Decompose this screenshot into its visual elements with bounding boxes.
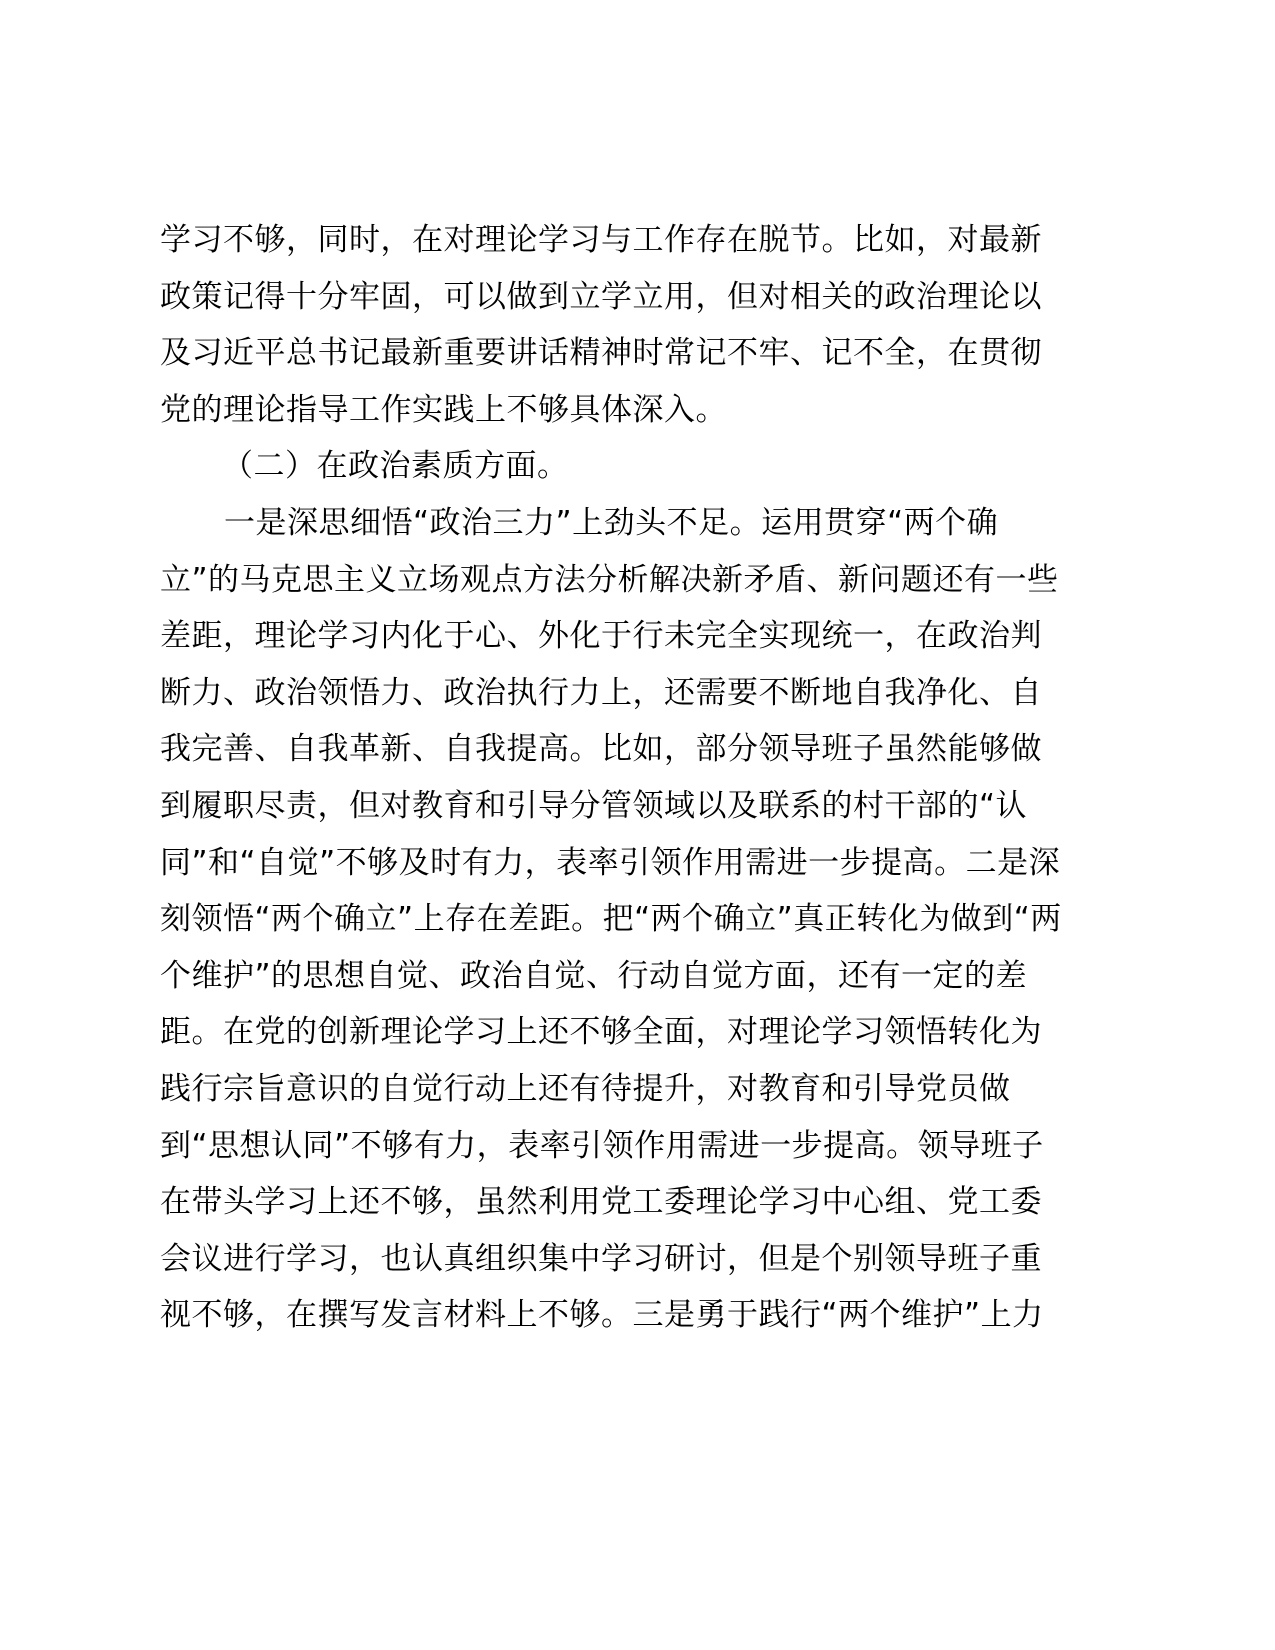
text-line: 我完善、自我革新、自我提高。比如，部分领导班子虽然能够做 <box>160 731 1042 768</box>
text-line: 学习不够，同时，在对理论学习与工作存在脱节。比如，对最新 <box>160 222 1042 258</box>
text-line: 立”的马克思主义立场观点方法分析解决新矛盾、新问题还有一些 <box>160 561 1059 598</box>
text-line: 政策记得十分牢固，可以做到立学立用，但对相关的政治理论以 <box>160 278 1042 315</box>
text-line: 断力、政治领悟力、政治执行力上，还需要不断地自我净化、自 <box>160 674 1042 711</box>
text-line: 会议进行学习，也认真组织集中学习研讨，但是个别领导班子重 <box>160 1240 1042 1277</box>
text-line: 个维护”的思想自觉、政治自觉、行动自觉方面，还有一定的差 <box>160 957 1028 994</box>
text-line: 党的理论指导工作实践上不够具体深入。 <box>160 391 727 428</box>
section-heading: （二）在政治素质方面。 <box>222 448 569 485</box>
text-line: 到履职尽责，但对教育和引导分管领域以及联系的村干部的“认 <box>160 787 1028 824</box>
text-line: 同”和“自觉”不够及时有力，表率引领作用需进一步提高。二是深 <box>160 844 1061 881</box>
text-line: 一是深思细悟“政治三力”上劲头不足。运用贯穿“两个确 <box>224 504 999 541</box>
text-line: 在带头学习上还不够，虽然利用党工委理论学习中心组、党工委 <box>160 1184 1042 1221</box>
document-body <box>160 212 1110 1344</box>
text-line: 践行宗旨意识的自觉行动上还有待提升，对教育和引导党员做 <box>160 1070 1011 1107</box>
text-line: 刻领悟“两个确立”上存在差距。把“两个确立”真正转化为做到“两 <box>160 901 1062 938</box>
text-line: 差距，理论学习内化于心、外化于行未完全实现统一，在政治判 <box>160 618 1042 655</box>
text-line: 视不够，在撰写发言材料上不够。三是勇于践行“两个维护”上力 <box>160 1297 1044 1334</box>
text-line: 到“思想认同”不够有力，表率引领作用需进一步提高。领导班子 <box>160 1127 1044 1164</box>
text-line: 距。在党的创新理论学习上还不够全面，对理论学习领悟转化为 <box>160 1014 1042 1051</box>
text-line: 及习近平总书记最新重要讲话精神时常记不牢、记不全，在贯彻 <box>160 335 1042 372</box>
